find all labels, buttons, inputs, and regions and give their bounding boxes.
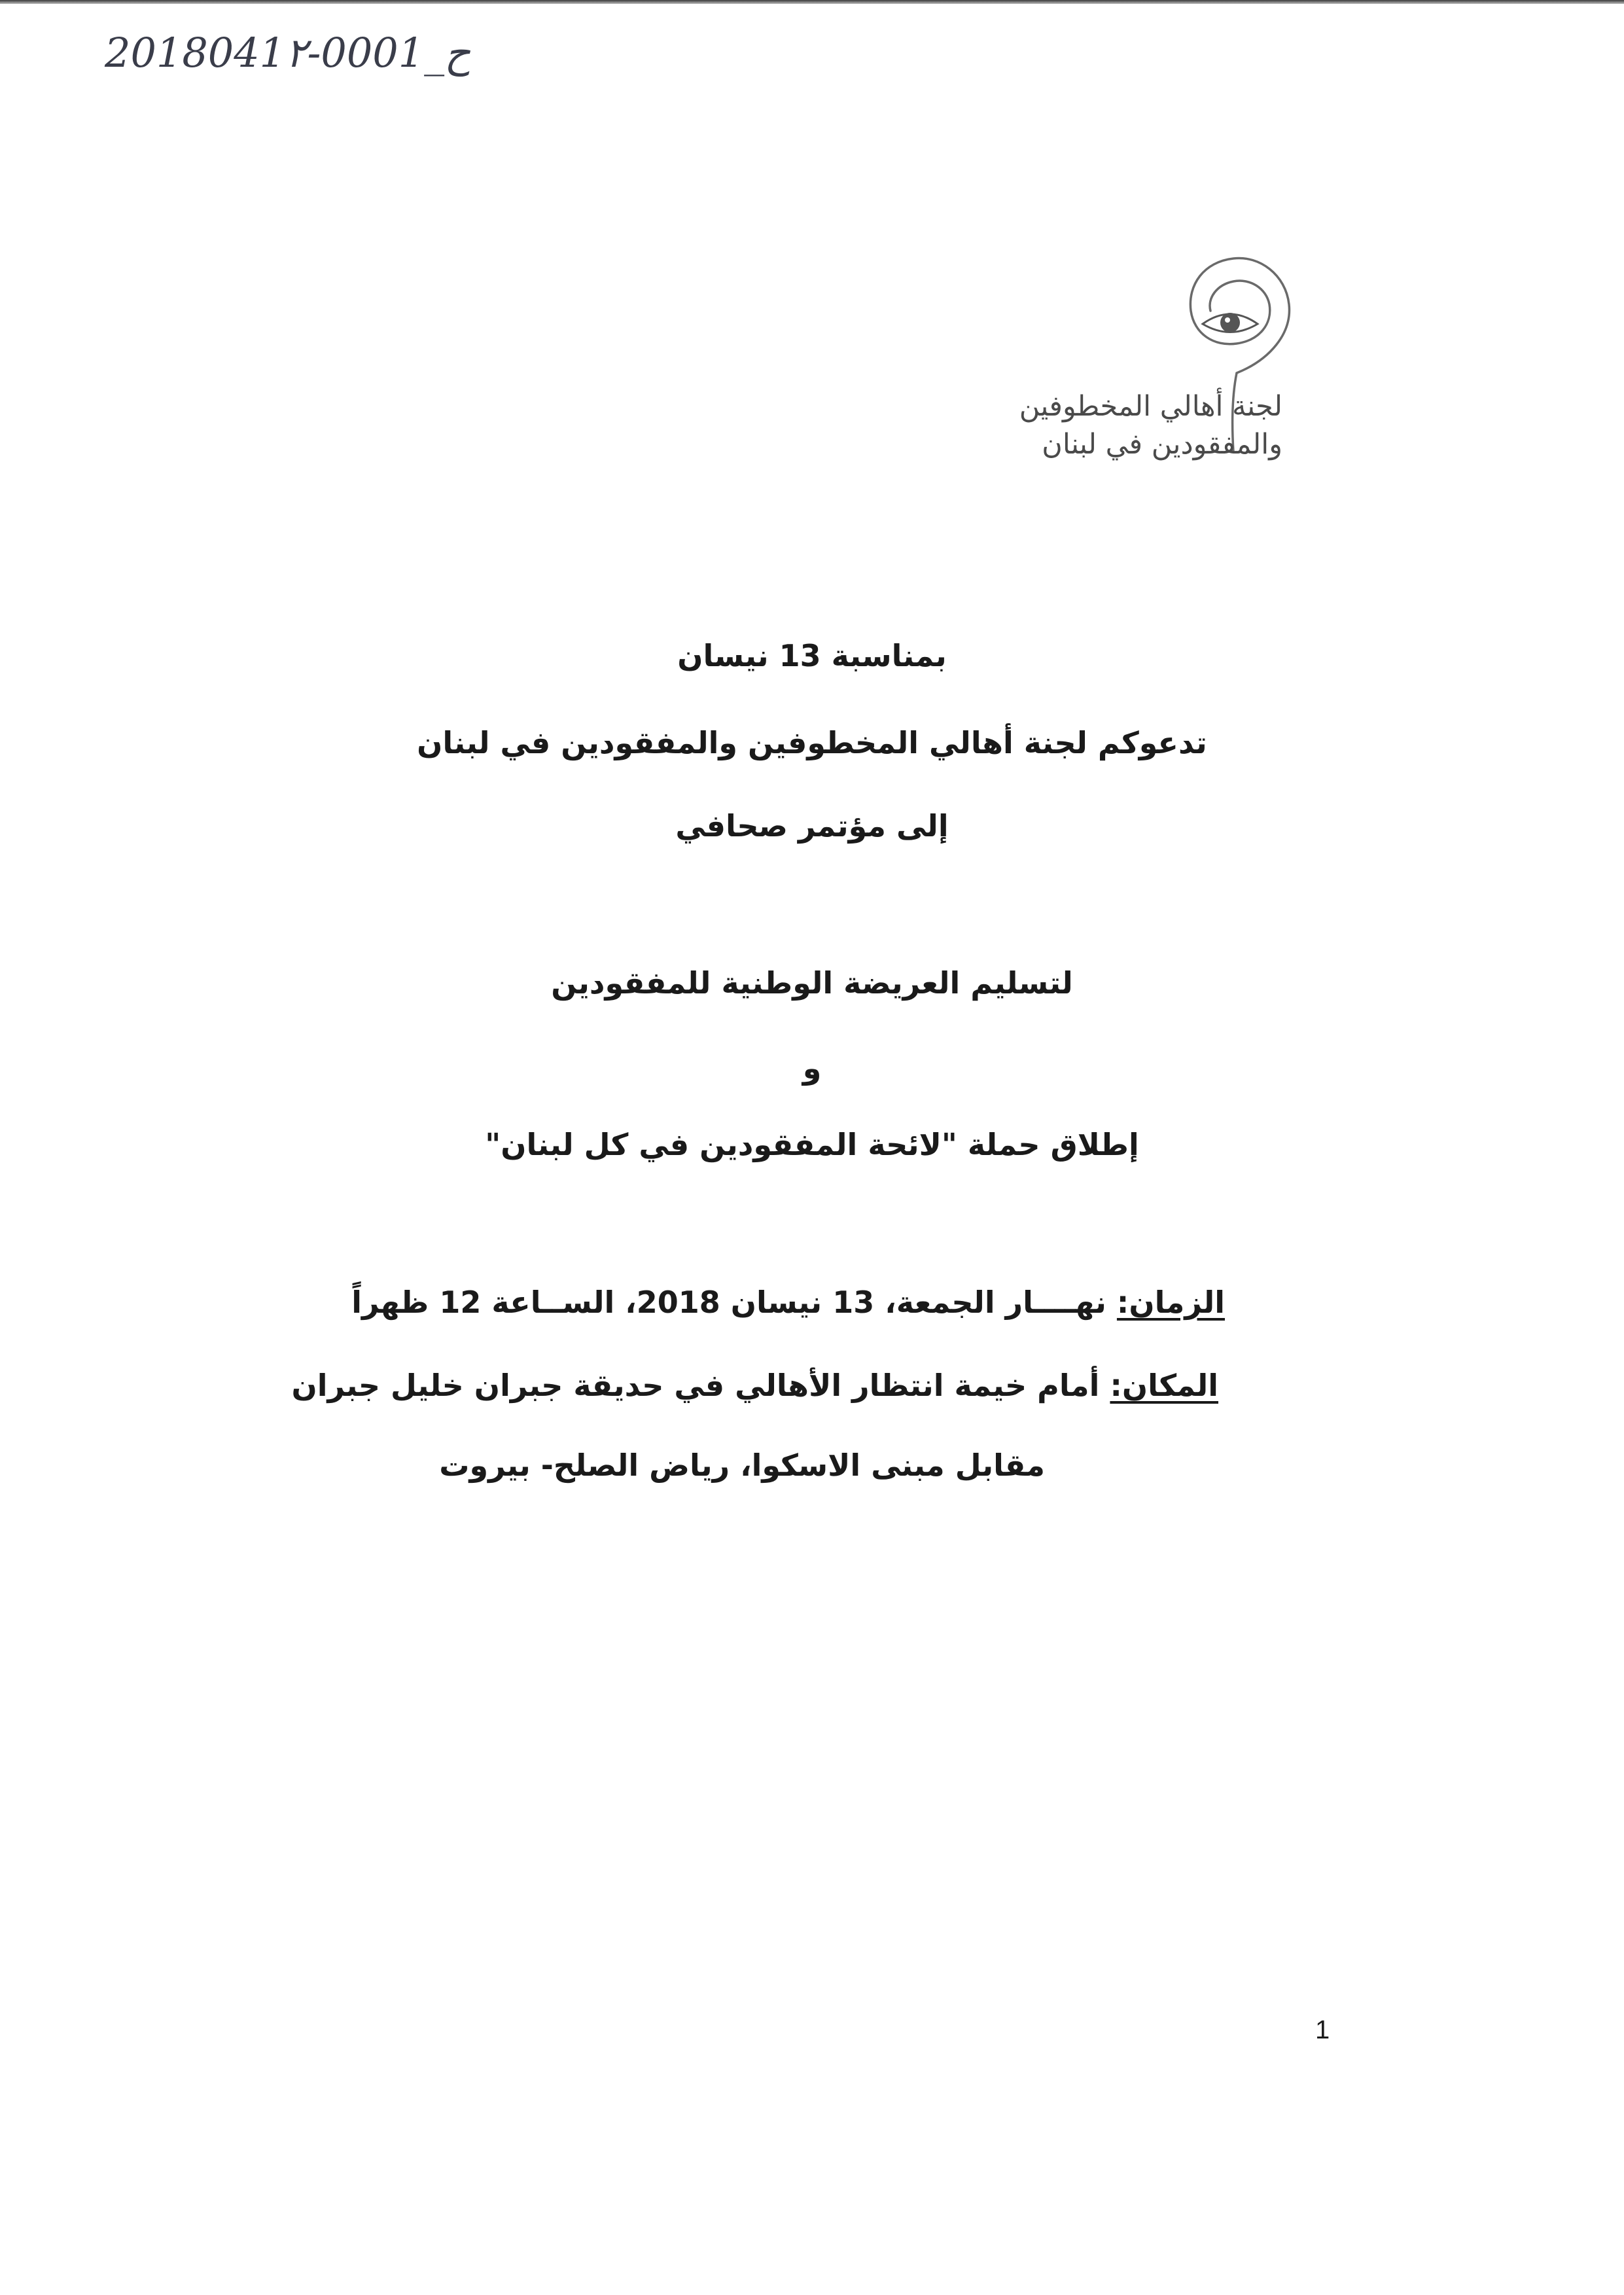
handwritten-reference-code: 2018041٢-0001_ح [105,29,471,77]
time-label: الزمان: [1116,1285,1225,1320]
event-line: إلى مؤتمر صحافي [675,808,949,844]
organization-logo [955,249,1322,471]
conjunction-line: و [802,1050,822,1086]
inviter-line: تدعوكم لجنة أهالي المخطوفين والمفقودين في لبنان [417,725,1207,760]
place-detail [291,1368,1218,1403]
time-detail [351,1285,1225,1320]
time-value: نهــــار الجمعة، 13 نيسان 2018، الســاعة 12 ظهراً [351,1285,1106,1320]
place-value: أمام خيمة انتظار الأهالي في حديقة جبران خليل جبران [291,1368,1100,1403]
place-detail-line-2: مقابل مبنى الاسكوا، رياض الصلح- بيروت [439,1448,1045,1483]
logo-line-2: والمفقودين في لبنان [1042,428,1282,461]
place-label: المكان: [1110,1368,1218,1403]
purpose-line-1: لتسليم العريضة الوطنية للمفقودين [551,965,1073,1001]
scan-edge [0,0,1624,4]
purpose-line-2: إطلاق حملة "لائحة المفقودين في كل لبنان" [485,1127,1139,1162]
logo-wordmark [1019,387,1282,463]
occasion-heading: بمناسبة 13 نيسان [677,638,947,673]
logo-line-1: لجنة أهالي المخطوفين [1019,390,1282,423]
page-number: 1 [1315,2016,1330,2044]
